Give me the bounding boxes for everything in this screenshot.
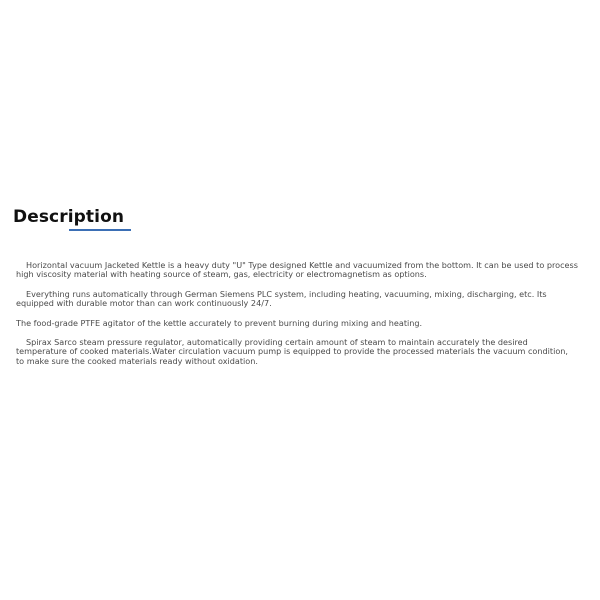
description-paragraph: Horizontal vacuum Jacketed Kettle is a heavy duty "U" Type designed Kettle and vacuumized from the bottom. It can be used to process high viscosity material with heating source of steam, gas, electricity or electromagnetism as options. (16, 260, 578, 280)
description-paragraph: Everything runs automatically through German Siemens PLC system, including heating, vacuuming, mixing, discharging, etc. Its equipped with durable motor than can work continuously 24/7. (16, 288, 547, 309)
description-paragraph: The food-grade PTFE agitator of the kettle accurately to prevent burning during mixing and heating. (16, 317, 423, 328)
description-paragraph: Spirax Sarco steam pressure regulator, automatically providing certain amount of steam to maintain accurately the desired temperature of cooked materials.Water circulation vacuum pump is equipped to provide the processed materials the vacuum condition, to make sure the cooked materials ready without oxidation. (16, 337, 568, 366)
heading-underline-accent (69, 229, 131, 231)
description-heading (13, 207, 124, 229)
description-section (13, 207, 578, 376)
description-heading-text: Description (13, 207, 125, 227)
description-body (16, 261, 578, 366)
